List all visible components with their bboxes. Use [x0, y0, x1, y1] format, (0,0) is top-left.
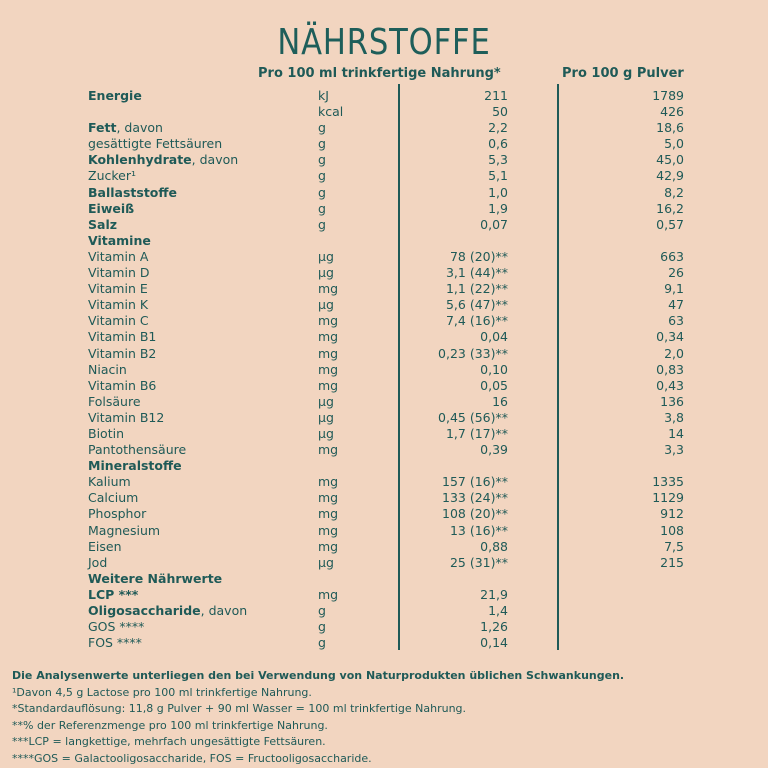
- nutrient-unit: mg: [318, 442, 339, 458]
- footnote-lactose: ¹Davon 4,5 g Lactose pro 100 ml trinkfertige Nahrung.: [12, 685, 312, 699]
- value-per-100g: 16,2: [656, 200, 684, 216]
- nutrient-name: LCP ***: [88, 586, 139, 602]
- nutrient-name: Energie: [88, 88, 142, 103]
- value-per-100ml: 7,4 (16)**: [445, 313, 508, 329]
- value-per-100g: 8,2: [664, 184, 684, 200]
- table-row: [0, 362, 768, 378]
- table-row: [0, 635, 768, 651]
- nutrient-name: Vitamin B2: [88, 345, 157, 361]
- nutrient-unit: g: [318, 603, 326, 618]
- footnote-reference: **% der Referenzmenge pro 100 ml trinkfertige Nahrung.: [12, 718, 328, 732]
- nutrient-name: Oligosaccharide, davon: [88, 603, 248, 618]
- nutrient-name: Vitamin K: [88, 297, 149, 313]
- table-row: [0, 394, 768, 410]
- value-per-100ml: 21,9: [480, 586, 508, 602]
- table-row: [0, 249, 768, 265]
- nutrient-name: Pantothensäure: [88, 442, 187, 458]
- nutrient-unit: mg: [318, 522, 339, 538]
- table-row: [0, 329, 768, 345]
- value-per-100ml: 0,10: [480, 361, 508, 377]
- value-per-100g: 1335: [652, 474, 684, 490]
- nutrient-name: Ballaststoffe: [88, 184, 177, 200]
- nutrient-unit: mg: [318, 506, 339, 522]
- nutrient-name: Salz: [88, 216, 117, 232]
- nutrient-name: Kohlenhydrate, davon: [88, 152, 239, 168]
- nutrient-name: Vitamin B1: [88, 329, 157, 345]
- value-per-100ml: 3,1 (44)**: [445, 265, 508, 281]
- table-row: [0, 313, 768, 329]
- table-row: [0, 490, 768, 506]
- table-row: [0, 410, 768, 426]
- nutrient-unit: µg: [318, 425, 334, 441]
- nutrient-name: Vitamin B12: [88, 409, 165, 425]
- value-per-100g: 0,34: [656, 329, 684, 345]
- footnote-gos-fos: ****GOS = Galactooligosaccharide, FOS = Fructooligosaccharide.: [12, 751, 372, 765]
- value-per-100ml: 0,23 (33)**: [438, 345, 508, 361]
- nutrient-name: Phosphor: [88, 506, 147, 522]
- nutrient-unit: mg: [318, 474, 339, 490]
- nutrient-unit: g: [318, 619, 326, 635]
- table-row: [0, 619, 768, 635]
- nutrient-unit: g: [318, 168, 326, 184]
- value-per-100ml: 0,07: [480, 216, 508, 232]
- value-per-100ml: 0,04: [480, 329, 508, 345]
- table-row: [0, 458, 768, 474]
- table-row: [0, 120, 768, 136]
- value-per-100ml: 5,3: [488, 152, 508, 168]
- nutrient-unit: mg: [318, 281, 339, 297]
- table-row: [0, 281, 768, 297]
- table-row: [0, 442, 768, 458]
- value-per-100ml: 5,1: [488, 168, 508, 184]
- value-per-100ml: 1,1 (22)**: [445, 281, 508, 297]
- nutrient-unit: mg: [318, 345, 339, 361]
- table-row: [0, 523, 768, 539]
- value-per-100ml: 1,7 (17)**: [445, 425, 508, 441]
- column-header-per-100g: Pro 100 g Pulver: [562, 66, 684, 81]
- footnote-disclaimer: Die Analysenwerte unterliegen den bei Verwendung von Naturprodukten üblichen Schwankungen.: [12, 669, 625, 682]
- nutrient-unit: mg: [318, 586, 339, 602]
- value-per-100g: 136: [660, 393, 684, 409]
- value-per-100g: 0,43: [656, 377, 684, 393]
- table-row: [0, 474, 768, 490]
- table-row: [0, 104, 768, 120]
- value-per-100g: 45,0: [656, 152, 684, 168]
- nutrient-name: Niacin: [88, 361, 127, 377]
- nutrient-name: Vitamin A: [88, 248, 149, 264]
- column-header-per-100ml: Pro 100 ml trinkfertige Nahrung*: [258, 66, 501, 81]
- nutrient-unit: µg: [318, 554, 334, 570]
- nutrient-unit: mg: [318, 538, 339, 554]
- value-per-100g: 1789: [652, 88, 684, 103]
- table-row: [0, 346, 768, 362]
- nutrient-name: Vitamin D: [88, 265, 150, 281]
- table-row: [0, 88, 768, 104]
- table-row: [0, 539, 768, 555]
- value-per-100g: 42,9: [656, 168, 684, 184]
- footnotes: [12, 668, 624, 767]
- table-row: [0, 555, 768, 571]
- value-per-100ml: 5,6 (47)**: [445, 297, 508, 313]
- nutrient-unit: g: [318, 635, 326, 651]
- value-per-100g: 1129: [652, 490, 684, 506]
- table-row: [0, 136, 768, 152]
- value-per-100g: 9,1: [664, 281, 684, 297]
- value-per-100ml: 1,26: [480, 619, 508, 635]
- footnote-lcp: ***LCP = langkettige, mehrfach ungesättigte Fettsäuren.: [12, 735, 326, 748]
- nutrient-name: gesättigte Fettsäuren: [88, 136, 223, 152]
- value-per-100ml: 0,39: [480, 442, 508, 458]
- value-per-100g: 5,0: [664, 136, 684, 152]
- nutrient-unit: mg: [318, 361, 339, 377]
- nutrient-name: Jod: [88, 554, 108, 570]
- nutrient-unit: mg: [318, 377, 339, 393]
- nutrient-name: Eisen: [88, 538, 122, 554]
- value-per-100ml: 0,45 (56)**: [438, 409, 508, 425]
- value-per-100g: 18,6: [656, 120, 684, 136]
- nutrient-unit: mg: [318, 329, 339, 345]
- nutrient-name: Eiweiß: [88, 200, 135, 216]
- value-per-100g: 912: [660, 506, 684, 522]
- nutrient-name: Folsäure: [88, 393, 141, 409]
- value-per-100g: 0,83: [656, 361, 684, 377]
- value-per-100g: 0,57: [656, 216, 684, 232]
- nutrient-name: Weitere Nährwerte: [88, 570, 223, 586]
- value-per-100ml: 0,6: [488, 136, 508, 152]
- nutrient-name: Kalium: [88, 474, 131, 490]
- nutrient-unit: µg: [318, 297, 334, 313]
- nutrient-unit: g: [318, 184, 326, 200]
- nutrient-unit: mg: [318, 313, 339, 329]
- nutrient-unit: g: [318, 120, 326, 136]
- nutrient-name: FOS ****: [88, 635, 142, 651]
- nutrient-unit: mg: [318, 490, 339, 506]
- nutrient-unit: µg: [318, 393, 334, 409]
- nutrient-unit: g: [318, 152, 326, 168]
- nutrient-name: Zucker¹: [88, 168, 136, 184]
- nutrient-unit: kJ: [318, 88, 329, 103]
- table-row: [0, 185, 768, 201]
- value-per-100g: 7,5: [664, 538, 684, 554]
- nutrient-unit: kcal: [318, 104, 344, 120]
- value-per-100g: 2,0: [664, 345, 684, 361]
- nutrient-name: Magnesium: [88, 522, 161, 538]
- table-row: [0, 201, 768, 217]
- value-per-100ml: 0,88: [480, 538, 508, 554]
- nutrient-name: Calcium: [88, 490, 139, 506]
- value-per-100ml: 50: [492, 104, 508, 120]
- nutrient-name: Fett, davon: [88, 120, 163, 136]
- nutrient-unit: µg: [318, 265, 334, 281]
- nutrient-unit: µg: [318, 248, 334, 264]
- footnote-standard: *Standardauflösung: 11,8 g Pulver + 90 ml Wasser = 100 ml trinkfertige Nahrung.: [12, 702, 467, 715]
- nutrient-name: Biotin: [88, 425, 124, 441]
- value-per-100ml: 1,4: [488, 603, 508, 618]
- value-per-100ml: 108 (20)**: [442, 506, 508, 522]
- value-per-100ml: 1,9: [488, 200, 508, 216]
- value-per-100ml: 211: [484, 88, 508, 103]
- value-per-100g: 215: [660, 554, 684, 570]
- table-row: [0, 603, 768, 619]
- nutrient-name: Vitamin C: [88, 313, 149, 329]
- nutrient-unit: g: [318, 136, 326, 152]
- value-per-100ml: 0,14: [480, 635, 508, 651]
- value-per-100g: 63: [668, 313, 684, 329]
- value-per-100ml: 1,0: [488, 184, 508, 200]
- value-per-100g: 26: [668, 265, 684, 281]
- table-row: [0, 378, 768, 394]
- value-per-100ml: 157 (16)**: [442, 474, 508, 490]
- value-per-100g: 47: [668, 297, 684, 313]
- table-row: [0, 233, 768, 249]
- table-row: [0, 571, 768, 587]
- value-per-100g: 426: [660, 104, 684, 120]
- nutrient-unit: g: [318, 200, 326, 216]
- value-per-100ml: 78 (20)**: [449, 248, 508, 264]
- nutrient-name: Vitamin E: [88, 281, 148, 297]
- table-row: [0, 587, 768, 603]
- value-per-100g: 3,3: [664, 442, 684, 458]
- nutrient-name: Vitamine: [88, 232, 151, 248]
- table-row: [0, 168, 768, 184]
- page-title: NÄHRSTOFFE: [277, 22, 491, 63]
- value-per-100g: 14: [668, 425, 684, 441]
- value-per-100g: 108: [660, 522, 684, 538]
- nutrient-unit: µg: [318, 409, 334, 425]
- value-per-100ml: 0,05: [480, 377, 508, 393]
- nutrient-name: GOS ****: [88, 619, 145, 635]
- value-per-100g: 663: [660, 248, 684, 264]
- value-per-100g: 3,8: [664, 409, 684, 425]
- value-per-100ml: 2,2: [488, 120, 508, 136]
- table-row: [0, 217, 768, 233]
- table-row: [0, 265, 768, 281]
- value-per-100ml: 13 (16)**: [449, 522, 508, 538]
- nutrition-table: [0, 88, 768, 651]
- value-per-100ml: 25 (31)**: [449, 554, 508, 570]
- table-row: [0, 297, 768, 313]
- table-row: [0, 506, 768, 522]
- nutrient-unit: g: [318, 216, 326, 232]
- nutrient-name: Mineralstoffe: [88, 458, 182, 474]
- value-per-100ml: 133 (24)**: [442, 490, 508, 506]
- table-row: [0, 426, 768, 442]
- table-row: [0, 152, 768, 168]
- nutrient-name: Vitamin B6: [88, 377, 157, 393]
- value-per-100ml: 16: [492, 393, 508, 409]
